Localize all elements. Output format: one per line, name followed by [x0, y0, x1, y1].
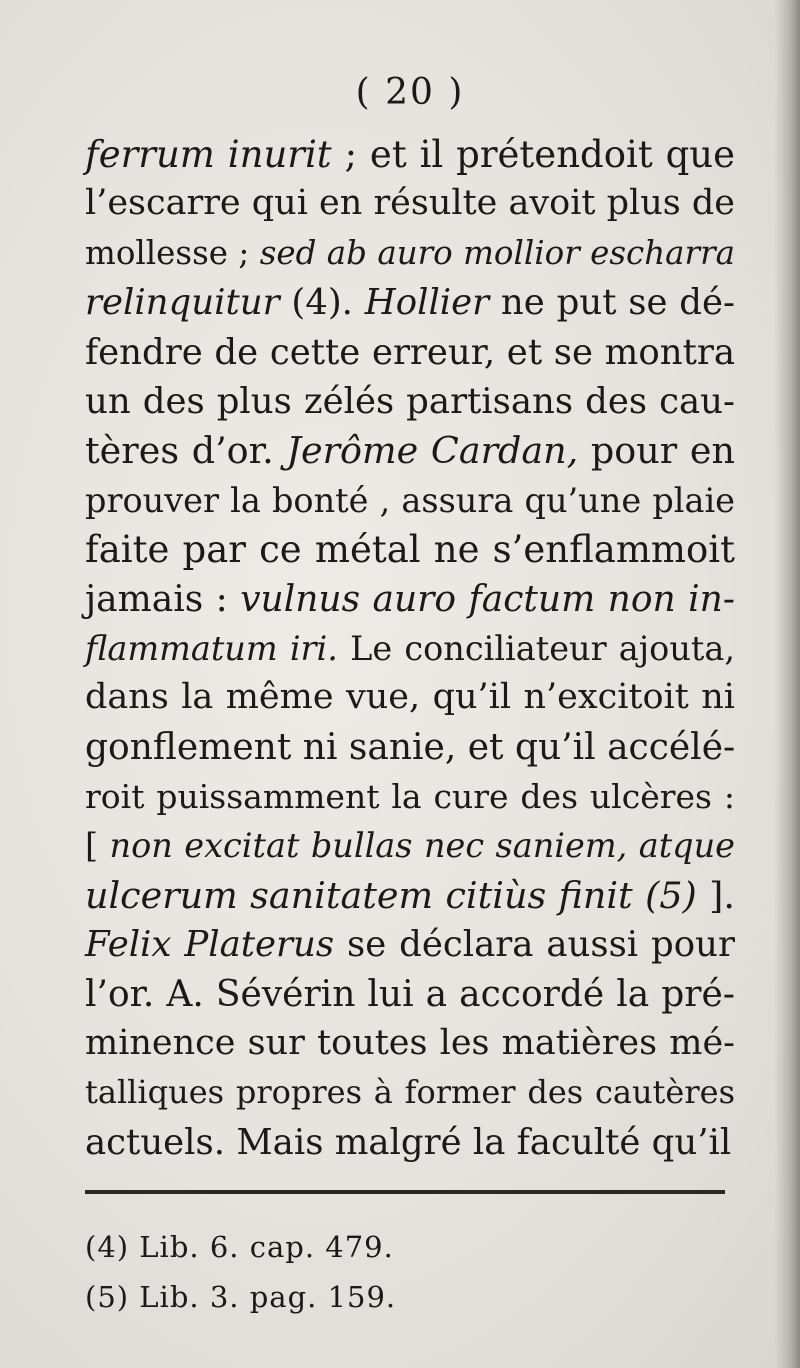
text-segment: jamais : [85, 578, 241, 620]
text-segment: se déclara aussi pour [334, 924, 735, 966]
page-number: ( 20 ) [355, 72, 465, 113]
text-line [85, 278, 735, 327]
text-segment: fendre de cette erreur, et se montra [85, 331, 735, 373]
page-edge-shadow [774, 0, 800, 1368]
text-line [85, 130, 735, 179]
text-line [85, 723, 735, 772]
text-line [85, 575, 735, 624]
text-segment: pour en [578, 429, 735, 473]
footnote-4: (4) Lib. 6. cap. 479. [85, 1230, 394, 1264]
text-line [85, 179, 735, 228]
text-line [85, 525, 735, 574]
text-line [85, 1118, 735, 1167]
text-line [85, 426, 735, 475]
text-segment: ; et il prétendoit que [331, 133, 735, 176]
text-line [85, 673, 735, 722]
footnote-5: (5) Lib. 3. pag. 159. [85, 1280, 397, 1314]
text-line [85, 970, 735, 1019]
italic-segment: non excitat bullas nec saniem, atque [109, 826, 735, 866]
text-segment: Le conciliateur ajouta, [337, 628, 735, 668]
text-segment: gonflement ni sanie, et qu’il accélé- [85, 726, 736, 768]
text-segment: [ [85, 826, 110, 866]
text-line [85, 1068, 735, 1117]
text-segment: ne put se dé- [489, 282, 736, 324]
text-segment: talliques propres à former des cautères [85, 1073, 735, 1112]
text-line [85, 476, 735, 525]
text-segment: l’or. A. Sévérin lui a accordé la pré- [85, 973, 735, 1015]
text-line [85, 377, 735, 426]
text-line [85, 229, 735, 278]
footnote-divider [85, 1190, 725, 1194]
text-segment: minence sur toutes les matières mé- [85, 1023, 735, 1064]
text-segment: tères d’or. [85, 429, 287, 473]
italic-segment: Jerôme Cardan, [286, 429, 579, 473]
text-segment: un des plus zélés partisans des cau- [85, 380, 735, 422]
italic-segment: ferrum inurit [85, 133, 332, 176]
italic-segment: Felix Platerus [85, 924, 335, 966]
text-segment: l’escarre qui en résulte avoit plus de [85, 183, 735, 224]
text-line [85, 1019, 735, 1068]
text-segment: dans la même vue, qu’il n’excitoit ni [85, 677, 735, 718]
italic-segment: Hollier [364, 282, 490, 324]
text-line [85, 871, 735, 920]
text-line [85, 624, 735, 673]
text-segment: (4). [279, 282, 365, 324]
text-line [85, 920, 735, 969]
italic-segment: vulnus auro factum non in- [240, 578, 735, 620]
text-segment: faite par ce métal ne s’enflammoit [85, 528, 735, 572]
text-line [85, 821, 735, 870]
italic-segment: relinquitur [85, 282, 280, 324]
body-text [85, 130, 735, 1167]
text-segment: mollesse ; [85, 233, 260, 272]
italic-segment: ulcerum sanitatem citiùs finit (5) [85, 873, 697, 917]
italic-segment: flammatum iri. [85, 628, 338, 668]
italic-segment: sed ab auro mollior escharra [259, 233, 736, 272]
text-segment: roit puissamment la cure des ulcères : [85, 777, 735, 817]
text-segment: ]. [696, 873, 735, 917]
text-line [85, 328, 735, 377]
footnotes [85, 1222, 396, 1322]
text-segment: actuels. Mais malgré la faculté qu’il [85, 1121, 732, 1163]
text-segment: prouver la bonté , assura qu’une plaie [85, 480, 735, 520]
text-line [85, 772, 735, 821]
